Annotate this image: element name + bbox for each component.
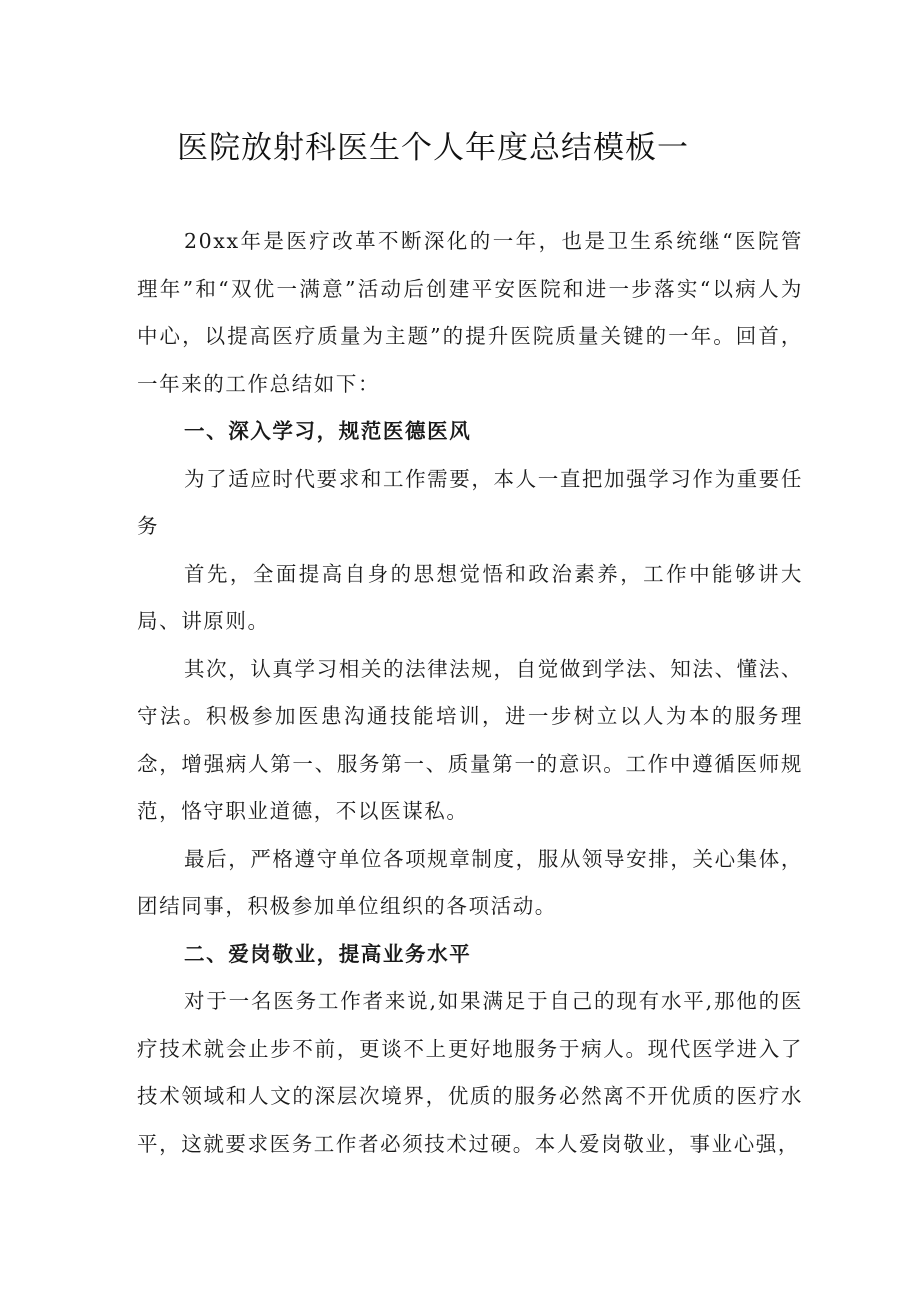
paragraph-intro: 20xx年是医疗改革不断深化的一年，也是卫生系统继“医院管理年”和“双优一满意”活动后创建平安医院和进一步落实“以病人为中心，以提高医疗质量为主题”的提升医院质量关键的一年。回首，一年来的工作总结如下： [137,229,803,396]
paragraph: 其次，认真学习相关的法律法规，自觉做到学法、知法、懂法、守法。积极参加医患沟通技能培训，进一步树立以人为本的服务理念，增强病人第一、服务第一、质量第一的意识。工作中遵循医师规范，恪守职业道德，不以医谋私。 [137,656,803,823]
document-body [137,218,803,1168]
paragraph: 为了适应时代要求和工作需要，本人一直把加强学习作为重要任务 [137,466,803,538]
section-heading-1: 一、深入学习，规范医德医风 [184,419,472,443]
paragraph: 首先，全面提高自身的思想觉悟和政治素养，工作中能够讲大局、讲原则。 [137,561,803,633]
paragraph: 最后，严格遵守单位各项规章制度，服从领导安排，关心集体，团结同事，积极参加单位组织的各项活动。 [137,846,803,918]
document-title: 医院放射科医生个人年度总结模板一 [177,130,689,166]
paragraph: 对于一名医务工作者来说,如果满足于自己的现有水平,那他的医疗技术就会止步不前，更谈不上更好地服务于病人。现代医学进入了技术领域和人文的深层次境界，优质的服务必然离不开优质的医疗水平，这就要求医务工作者必须技术过硬。本人爱岗敬业，事业心强， [137,989,803,1156]
section-heading-2: 二、爱岗敬业，提高业务水平 [184,941,472,966]
